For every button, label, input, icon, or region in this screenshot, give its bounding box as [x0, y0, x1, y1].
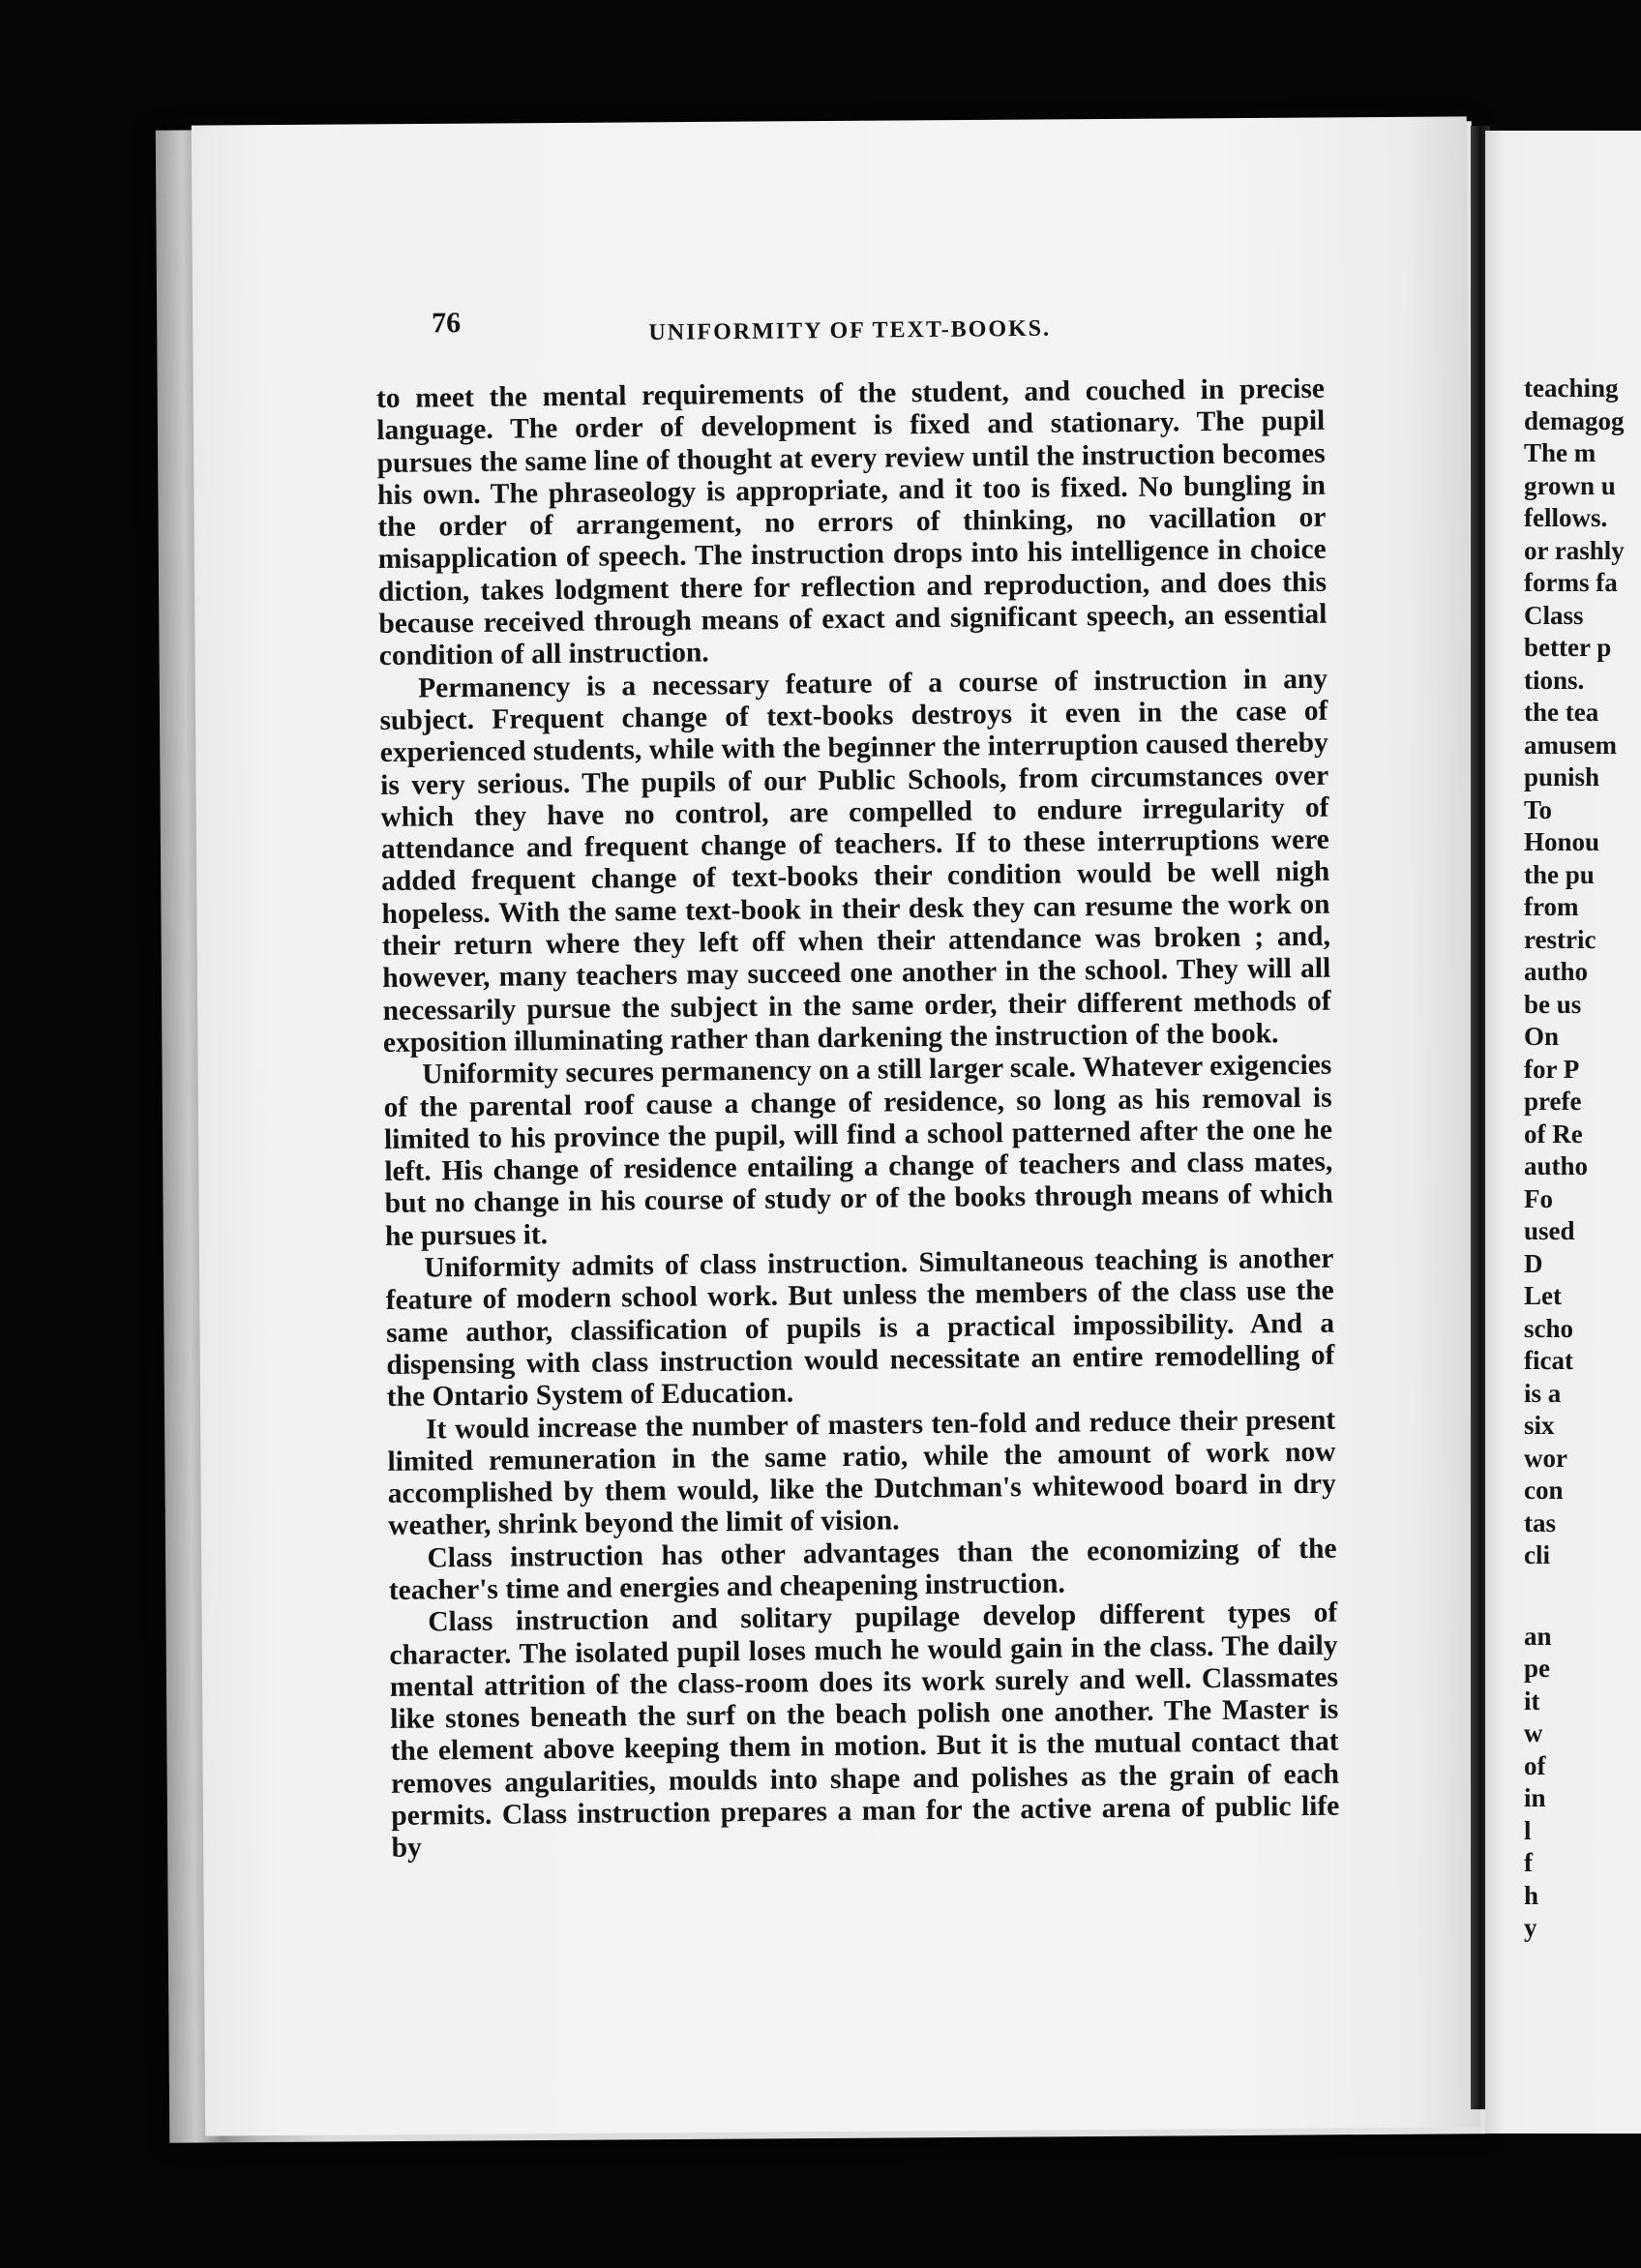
right-page-line: f: [1524, 1848, 1533, 1877]
right-page-line: To: [1524, 794, 1553, 824]
right-page-line: better p: [1524, 633, 1612, 662]
paragraph: to meet the mental requirements of the student, and couched in precise language. The order of development is fixed and stationary. The pupil pursues the same line of thought at every review until the instruction becomes his own. The phraseology is appropriate, and it too is fixed. No bungling in the order of arrangement, no errors of thinking, no vacillation or misapplication of speech. The instruction drops into his intelligence in choice diction, takes lodgment there for reflection and reproduction, and does this because received through means of exact and significant speech, an essential condition of all instruction.: [375, 373, 1328, 672]
right-page-line: of Re: [1524, 1119, 1583, 1149]
page-header: [375, 298, 1325, 366]
right-page-line: wor: [1524, 1443, 1567, 1473]
right-page-line: forms fa: [1524, 568, 1618, 597]
right-page-line: On: [1524, 1022, 1560, 1051]
right-page-line: Let: [1524, 1281, 1562, 1310]
right-page-line: teaching: [1524, 373, 1619, 403]
right-page-line: it: [1524, 1686, 1540, 1716]
right-page-line: w: [1524, 1718, 1543, 1747]
right-page-line: or rashly: [1524, 535, 1625, 565]
right-page-line: pe: [1524, 1654, 1550, 1683]
right-page-line: from: [1524, 892, 1579, 921]
right-page-line: six: [1524, 1411, 1555, 1440]
left-page-text: [375, 298, 1340, 1865]
right-page-line: the pu: [1524, 859, 1595, 889]
right-page-line: l: [1524, 1815, 1532, 1845]
right-page-line: tas: [1524, 1507, 1556, 1537]
right-page-line: cli: [1524, 1540, 1550, 1569]
right-page-line: Class: [1524, 600, 1584, 630]
running-head: UNIFORMITY OF TEXT-BOOKS.: [648, 315, 1052, 346]
paragraph: Uniformity secures permanency on a still larger scale. Whatever exigencies of the parental roof cause a change of residence, so long as his removal is limited to his province the pupil, will find a school patterned after the one he left. His change of residence entailing a change of teachers and class mates, but no change in his course of study or of the books through means of which he pursues it.: [383, 1049, 1333, 1252]
body-text: [376, 373, 1340, 1865]
right-page-line: grown u: [1524, 470, 1616, 500]
right-page-line: punish: [1524, 762, 1600, 791]
right-page-line: is a: [1524, 1378, 1562, 1408]
right-page-line: the tea: [1524, 698, 1599, 727]
right-page-line: autho: [1524, 1151, 1589, 1180]
right-page-line: scho: [1524, 1313, 1574, 1343]
right-page-line: for P: [1524, 1054, 1580, 1084]
right-page-line: h: [1524, 1880, 1539, 1910]
right-page-line: demagog: [1524, 405, 1625, 435]
right-page-text-fragments: [1524, 373, 1640, 1945]
right-page-line: be us: [1524, 989, 1582, 1019]
right-page-line: in: [1524, 1783, 1546, 1812]
right-page-line: restric: [1524, 924, 1596, 954]
paragraph: It would increase the number of masters ten-fold and reduce their present limited remuneration in the same ratio, while the amount of work now accomplished by them would, like the Dutchman's whitewood board in dry weather, shrink beyond the limit of vision.: [387, 1404, 1336, 1542]
right-page-line: tions.: [1524, 665, 1585, 695]
right-page-line: prefe: [1524, 1087, 1582, 1116]
paragraph: Class instruction and solitary pupilage develop different types of character. The isolated pupil loses much he would gain in the class. The daily mental attrition of the class-room does its work surely and well. Classmates like stones beneath the surf on the beach polish one another. The Master is the element above keeping them in motion. But it is the mutual contact that removes angularities, moulds into shape and polishes as the grain of each permits. Class instruction prepares a man for the active arena of public life by: [389, 1597, 1340, 1865]
page-number: 76: [431, 307, 462, 340]
paragraph: Class instruction has other advantages than the economizing of the teacher's time and energies and cheapening instruction.: [388, 1533, 1337, 1606]
paragraph: Permanency is a necessary feature of a course of instruction in any subject. Frequent change of text-books destroys it even in the case of experienced students, while with the beginner the interruption caused thereby is very serious. The pupils of our Public Schools, from circumstances over which they have no control, are compelled to endure irregularity of attendance and frequent change of teachers. If to these interruptions were added frequent change of text-books their condition would be well nigh hopeless. With the same text-book in their desk they can resume the work on their return where they left off when their attendance was broken ; and, however, many teachers may succeed one another in the school. They will all necessarily pursue the subject in the same order, their different methods of exposition illuminating rather than darkening the instruction of the book.: [379, 663, 1331, 1059]
right-page-line: an: [1524, 1621, 1552, 1651]
right-page-line: [1524, 1572, 1640, 1621]
right-page-line: of: [1524, 1750, 1546, 1780]
right-page-line: D: [1524, 1248, 1543, 1278]
paragraph: Uniformity admits of class instruction. Simultaneous teaching is another feature of modern school work. But unless the members of the class use the same author, classification of pupils is a practical impossibility. And a dispensing with class instruction would necessitate an entire remodelling of the Ontario System of Education.: [385, 1242, 1335, 1414]
right-page-line: fellows.: [1524, 503, 1608, 532]
right-page-line: Honou: [1524, 827, 1600, 856]
right-page-line: autho: [1524, 957, 1589, 986]
right-page-line: con: [1524, 1476, 1564, 1505]
right-page-line: used: [1524, 1216, 1575, 1245]
right-page-line: Fo: [1524, 1183, 1553, 1213]
right-page-line: y: [1524, 1913, 1537, 1942]
right-page-line: amusem: [1524, 730, 1617, 760]
right-page-line: ficat: [1524, 1346, 1573, 1375]
right-page-line: The m: [1524, 438, 1596, 467]
